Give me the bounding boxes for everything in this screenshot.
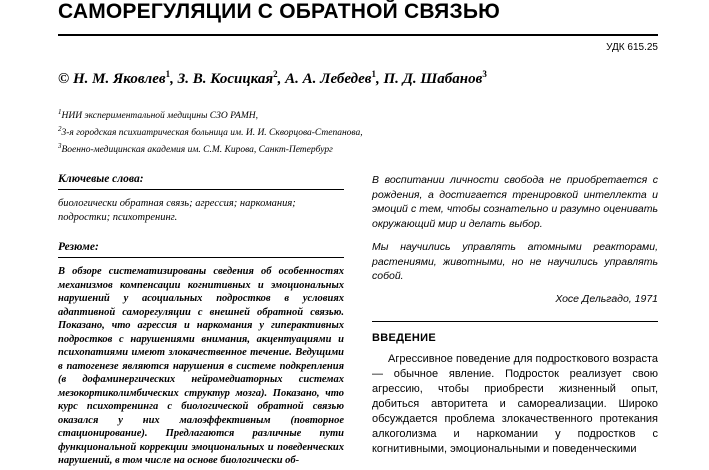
body-paragraph: Агрессивное поведение для подросткового возраста — обычное явление. Подросток реализует свою агрессию, чтобы приобрести жизненный опыт, добиться авторитета и самореализации. Широко обсуждается проблема злокачественного протекания алкоголизма и наркомании у подростков с когнитивными, эмоциональными и поведенческими bbox=[372, 352, 658, 455]
abstract-divider bbox=[58, 257, 344, 258]
section-heading-introduction: ВВЕДЕНИЕ bbox=[372, 331, 436, 344]
affiliation-item: $^1$НИИ экспериментальной медицины СЗО РАМН, bbox=[58, 108, 258, 122]
two-column-layout bbox=[58, 173, 658, 468]
epigraph-paragraph: В воспитании личности свобода не приобретается с рождения, а достигается тренировкой интеллекта и эмоций с тем, чтобы сознательно и разумно оценивать окружающий мир и делать выбор. bbox=[372, 174, 658, 230]
abstract-heading: Резюме: bbox=[58, 241, 99, 254]
epigraph-source: Хосе Дельгадо, 1971 bbox=[555, 292, 658, 305]
page-title: САМОРЕГУЛЯЦИИ С ОБРАТНОЙ СВЯЗЬЮ bbox=[58, 0, 500, 23]
right-column bbox=[372, 173, 658, 468]
page-content bbox=[58, 0, 658, 468]
abstract-text: В обзоре систематизированы сведения об особенностях механизмов компенсации когнитивных и эмоциональных нарушений у асоциальных подростков в условиях адаптивной саморегуляции с внешней обратной связью. Показано, что агрессия и наркомания у гиперактивных подростков с нарушениями внимания, акцентуациями и психопатиями имеют злокачественное течение. Ведущими в патогенезе являются нарушения в системе подкрепления (в дофаминергических нейромедиаторных системах мезокортиколимбических структур мозга). Показано, что курс психотренинга с биологической обратной связью оказался у них малоэффективным (повторное стационирование). Предлагаются различные пути функциональной коррекции эмоциональных и поведенческих нарушений, в том числе на основе биологически об- bbox=[58, 266, 344, 467]
affiliations bbox=[58, 106, 658, 157]
keywords-heading: Ключевые слова: bbox=[58, 173, 144, 186]
title-divider bbox=[58, 34, 658, 36]
affiliation-item: $^3$Военно-медицинская академия им. С.М. Кирова, Санкт-Петербург bbox=[58, 142, 333, 156]
udk-code: УДК 615.25 bbox=[606, 42, 658, 53]
left-column bbox=[58, 173, 344, 468]
affiliation-item: $^2$3-я городская психиатрическая больница им. И. И. Скворцова-Степанова, bbox=[58, 125, 363, 139]
section-divider bbox=[372, 321, 658, 322]
epigraph-paragraph: Мы научились управлять атомными реакторами, растениями, животными, но не научились управлять собой. bbox=[372, 241, 658, 283]
keywords-divider bbox=[58, 189, 344, 190]
keywords-text: биологически обратная связь; агрессия; наркомания; подростки; психотренинг. bbox=[58, 198, 296, 224]
author-list: © Н. М. Яковлев$^1$, З. В. Косицкая$^2$, А. А. Лебедев$^1$, П. Д. Шабанов$^3$ bbox=[58, 69, 487, 87]
epigraph bbox=[372, 173, 658, 284]
